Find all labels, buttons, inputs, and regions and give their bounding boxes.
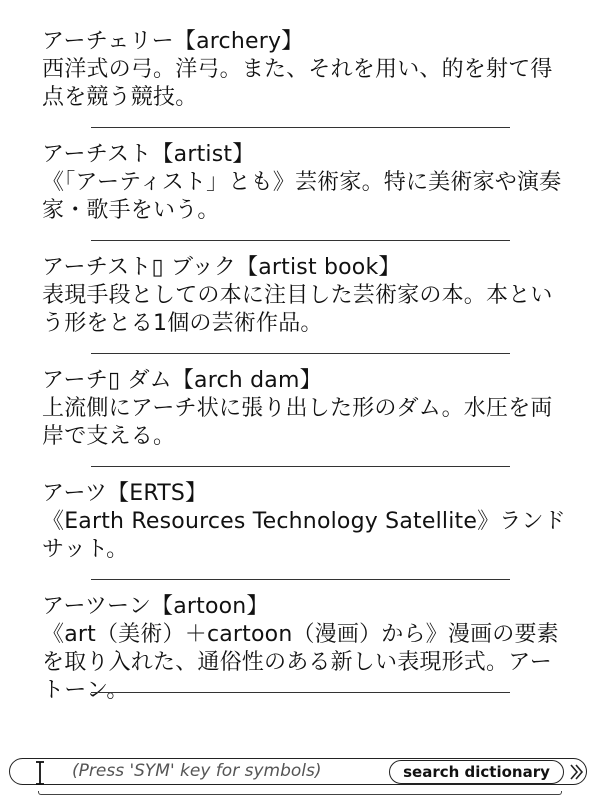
entry-headword: アーチスト▯ ブック【artist book】 (42, 255, 401, 280)
entry-definition: 上流側にアーチ状に張り出した形のダム。水圧を両岸で支える。 (42, 396, 553, 449)
entry-headword: アーツ【ERTS】 (42, 481, 208, 506)
dictionary-entry[interactable] (0, 591, 600, 704)
entry-divider (91, 240, 510, 241)
entry-divider (91, 466, 510, 467)
entry-text (42, 254, 568, 338)
entry-divider (91, 127, 510, 128)
dictionary-entry[interactable] (0, 478, 600, 591)
entry-text (42, 367, 568, 451)
entry-divider (91, 579, 510, 580)
entry-definition: 《art（美術）＋cartoon（漫画）から》漫画の要素を取り入れた、通俗性のある新しい表現形式。アートーン。 (42, 622, 559, 703)
dictionary-entry-list (0, 26, 600, 704)
search-input[interactable] (66, 760, 390, 782)
entry-definition: 《Earth Resources Technology Satellite》ランドサット。 (42, 509, 566, 562)
entry-divider (91, 353, 510, 354)
entry-definition: 《「アーティスト」とも》芸術家。特に美術家や演奏家・歌手をいう。 (42, 170, 562, 223)
entry-definition: 西洋式の弓。洋弓。また、それを用い、的を射て得点を競う競技。 (42, 57, 553, 110)
search-dictionary-button[interactable]: search dictionary (389, 760, 564, 784)
search-bar-shadow (38, 791, 562, 795)
entry-text (42, 28, 568, 112)
entry-headword: アーツーン【artoon】 (42, 594, 269, 619)
text-cursor-icon (33, 760, 47, 786)
dictionary-entry[interactable] (0, 365, 600, 478)
dictionary-entry[interactable] (0, 252, 600, 365)
double-chevron-right-icon[interactable] (569, 762, 585, 782)
dictionary-entry[interactable] (0, 26, 600, 139)
entry-headword: アーチ▯ ダム【arch dam】 (42, 368, 322, 393)
entry-text (42, 141, 568, 225)
entry-definition: 表現手段としての本に注目した芸術家の本。本という形をとる1個の芸術作品。 (42, 283, 553, 336)
entry-headword: アーチスト【artist】 (42, 142, 255, 167)
entry-text (42, 480, 568, 564)
entry-text (42, 593, 568, 705)
dictionary-entry[interactable] (0, 139, 600, 252)
entry-divider (91, 692, 510, 693)
entry-headword: アーチェリー【archery】 (42, 29, 304, 54)
